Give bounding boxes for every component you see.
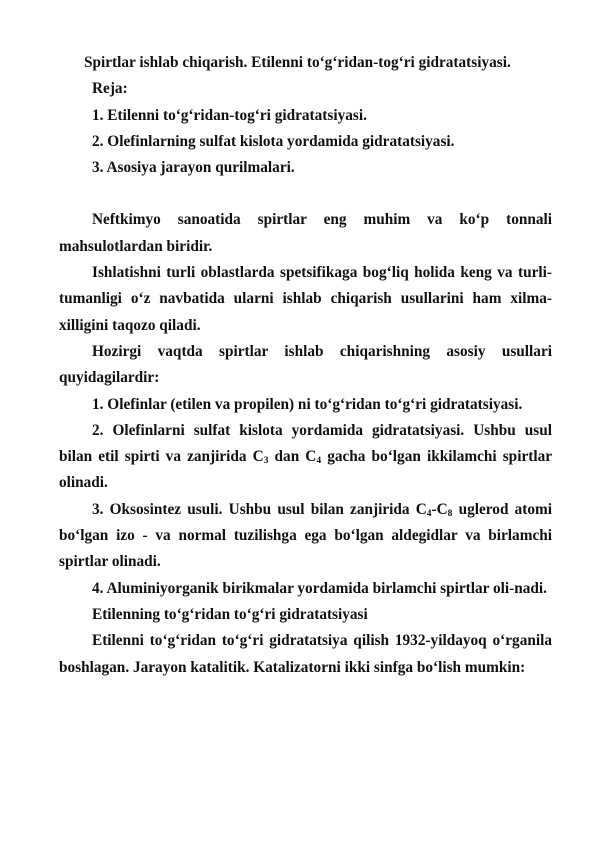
- paragraph-intro: Neftkimyo sanoatida spirtlar eng muhim va ko‘p tonnali mahsulotlardan biridir.: [59, 211, 552, 255]
- method-1: 1. Olefinlar (etilen va propilen) ni to‘g‘ridan to‘g‘ri gidratatsiyasi.: [92, 395, 523, 413]
- plan-item-2: 2. Olefinlarning sulfat kislota yordamida gidratatsiyasi.: [92, 132, 455, 150]
- document-title: Spirtlar ishlab chiqarish. Etilenni to‘g‘ridan-tog‘ri gidratatsiyasi.: [84, 54, 511, 71]
- plan-item-3: 3. Asosiya jarayon qurilmalari.: [92, 159, 295, 177]
- document-page: [59, 50, 552, 681]
- method-3-subscript-2: 8: [447, 508, 453, 519]
- method-2-text-b: dan C: [268, 448, 317, 466]
- method-2-subscript-2: 4: [316, 456, 322, 467]
- method-2-text-a: 2. Olefinlarni sulfat kislota yordamida gidratatsiyasi. Ushbu usul bilan etil spirti va zanjirida C: [59, 421, 552, 466]
- paragraph-history: Etilenni to‘g‘ridan to‘g‘ri gidratatsiya qilish 1932-yildayoq o‘rganila boshlagan. Jarayon katalitik. Katalizatorni ikki sinfga bo‘lish mumkin:: [59, 632, 552, 676]
- paragraph-usage: Ishlatishni turli oblastlarda spetsifikaga bog‘liq holida keng va turli-tumanligi o‘z navbatida ularni ishlab chiqarish usullarini ham xilma-xilligini taqozo qiladi.: [59, 264, 552, 334]
- method-3-text-c: uglerod atomi bo‘lgan izo - va normal tuzilishga ega bo‘lgan aldegidlar va birlamchi spirtlar olinadi.: [59, 500, 553, 571]
- method-2-subscript-1: 3: [263, 456, 269, 467]
- method-3-subscript-1: 4: [426, 508, 432, 519]
- method-4: 4. Aluminiyorganik birikmalar yordamida birlamchi spirtlar oli-nadi.: [92, 579, 547, 597]
- plan-item-1: 1. Etilenni to‘g‘ridan-tog‘ri gidratatsiyasi.: [92, 106, 367, 124]
- method-2: [59, 418, 552, 497]
- method-3-text-a: 3. Oksosintez usuli. Ushbu usul bilan zanjirida C: [92, 500, 427, 518]
- method-3-text-b: -C: [431, 500, 448, 518]
- paragraph-methods-intro: Hozirgi vaqtda spirtlar ishlab chiqarishning asosiy usullari quyidagilardir:: [59, 342, 552, 387]
- spacer: [59, 181, 552, 207]
- method-3: [59, 497, 552, 576]
- method-2-text-c: gacha bo‘lgan ikkilamchi spirtlar olinadi.: [59, 448, 553, 492]
- plan-heading: Reja:: [92, 80, 128, 98]
- section-heading: Etilenning to‘g‘ridan to‘g‘ri gidratatsiyasi: [92, 605, 368, 623]
